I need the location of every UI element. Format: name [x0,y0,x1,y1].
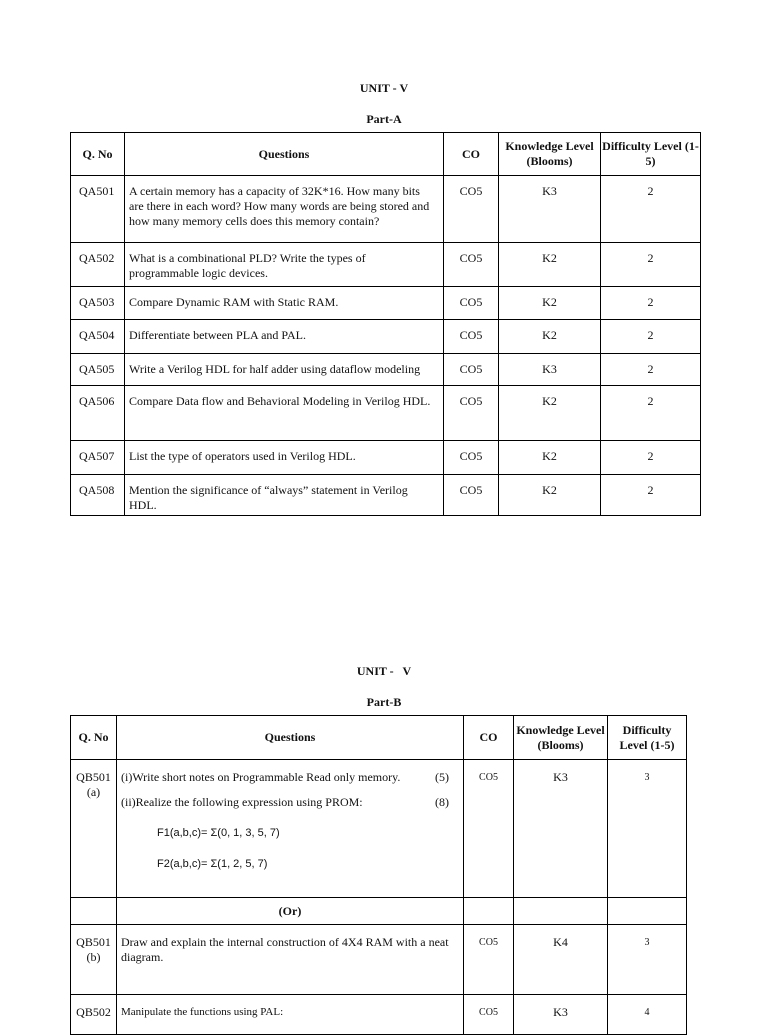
marks-label: (5) [435,770,449,784]
knowledge-cell: K3 [514,995,608,1035]
co-cell: CO5 [464,760,514,898]
difficulty-cell: 2 [601,386,701,441]
co-cell: CO5 [444,243,499,287]
difficulty-cell: 2 [601,354,701,386]
question-cell: Draw and explain the internal construction of 4X4 RAM with a neat diagram. [117,925,464,995]
co-cell: CO5 [464,925,514,995]
empty-cell [514,898,608,925]
table-row [71,760,687,898]
table-row [71,386,701,441]
or-label: (Or) [117,898,464,925]
question-part-1 [121,770,457,785]
table-row [71,176,701,243]
header-co: CO [464,716,514,760]
difficulty-cell: 2 [601,475,701,516]
table-row [71,995,687,1035]
knowledge-cell: K3 [499,176,601,243]
qno-cell: QA503 [71,287,125,320]
expression-f2: F2(a,b,c)= Σ(1, 2, 5, 7) [157,858,268,870]
header-questions: Questions [125,133,444,176]
table-row [71,243,701,287]
header-knowledge-level: Knowledge Level (Blooms) [514,716,608,760]
qno-cell: QA507 [71,441,125,475]
knowledge-cell: K2 [499,475,601,516]
qno-cell: QA504 [71,320,125,354]
co-cell: CO5 [444,287,499,320]
question-cell: What is a combinational PLD? Write the types of programmable logic devices. [125,243,444,287]
question-cell [117,760,464,898]
question-cell: Differentiate between PLA and PAL. [125,320,444,354]
expression-f1: F1(a,b,c)= Σ(0, 1, 3, 5, 7) [157,827,280,839]
qno-cell: QA501 [71,176,125,243]
question-cell: List the type of operators used in Verilog HDL. [125,441,444,475]
qno-cell: QB502 [71,995,117,1035]
qno-cell: QA502 [71,243,125,287]
co-cell: CO5 [444,320,499,354]
qno-sub-label: (a) [86,785,101,799]
knowledge-cell: K2 [499,287,601,320]
qno-label: QB501 [76,935,111,949]
knowledge-cell: K2 [499,243,601,287]
empty-cell [608,898,687,925]
co-cell: CO5 [444,176,499,243]
table-row [71,925,687,995]
difficulty-cell: 3 [608,925,687,995]
co-cell: CO5 [464,995,514,1035]
knowledge-cell: K3 [499,354,601,386]
qno-cell: QA506 [71,386,125,441]
part-a-heading: Part-A [366,112,402,126]
difficulty-cell: 4 [608,995,687,1035]
knowledge-cell: K2 [499,441,601,475]
question-text: (i)Write short notes on Programmable Read only memory. [121,770,401,784]
difficulty-cell: 3 [608,760,687,898]
unit-heading-part-b: UNIT - V [356,664,412,678]
co-cell: CO5 [444,475,499,516]
difficulty-cell: 2 [601,287,701,320]
header-co: CO [444,133,499,176]
header-difficulty-level: Difficulty Level (1-5) [608,716,687,760]
header-qno: Q. No [71,716,117,760]
part-b-table [70,715,687,1035]
qno-cell [71,925,117,995]
unit-heading-part-a: UNIT - V [359,81,409,95]
qno-cell: QA508 [71,475,125,516]
co-cell: CO5 [444,386,499,441]
question-cell: Compare Data flow and Behavioral Modeling in Verilog HDL. [125,386,444,441]
knowledge-cell: K2 [499,386,601,441]
table-row [71,475,701,516]
co-cell: CO5 [444,354,499,386]
question-text: (ii)Realize the following expression using PROM: [121,795,363,809]
qno-label: QB501 [76,770,111,784]
table-row [71,441,701,475]
table-row [71,320,701,354]
question-part-2 [121,795,457,810]
question-cell: A certain memory has a capacity of 32K*16. How many bits are there in each word? How many words are being stored and how many memory cells does this memory contain? [125,176,444,243]
table-header-row [71,716,687,760]
knowledge-cell: K2 [499,320,601,354]
empty-cell [71,898,117,925]
table-row [71,354,701,386]
difficulty-cell: 2 [601,441,701,475]
header-difficulty-level: Difficulty Level (1-5) [601,133,701,176]
difficulty-cell: 2 [601,320,701,354]
qno-cell: QA505 [71,354,125,386]
knowledge-cell: K3 [514,760,608,898]
difficulty-cell: 2 [601,176,701,243]
question-cell: Mention the significance of “always” statement in Verilog HDL. [125,475,444,516]
difficulty-cell: 2 [601,243,701,287]
question-cell: Write a Verilog HDL for half adder using dataflow modeling [125,354,444,386]
part-a-table [70,132,701,516]
question-cell: Compare Dynamic RAM with Static RAM. [125,287,444,320]
question-cell: Manipulate the functions using PAL: [117,995,464,1035]
table-header-row [71,133,701,176]
marks-label: (8) [435,795,449,809]
header-qno: Q. No [71,133,125,176]
qno-sub-label: (b) [86,950,101,964]
header-questions: Questions [117,716,464,760]
knowledge-cell: K4 [514,925,608,995]
table-row [71,287,701,320]
part-b-heading: Part-B [366,695,402,709]
qno-cell [71,760,117,898]
header-knowledge-level: Knowledge Level (Blooms) [499,133,601,176]
or-row [71,898,687,925]
co-cell: CO5 [444,441,499,475]
empty-cell [464,898,514,925]
